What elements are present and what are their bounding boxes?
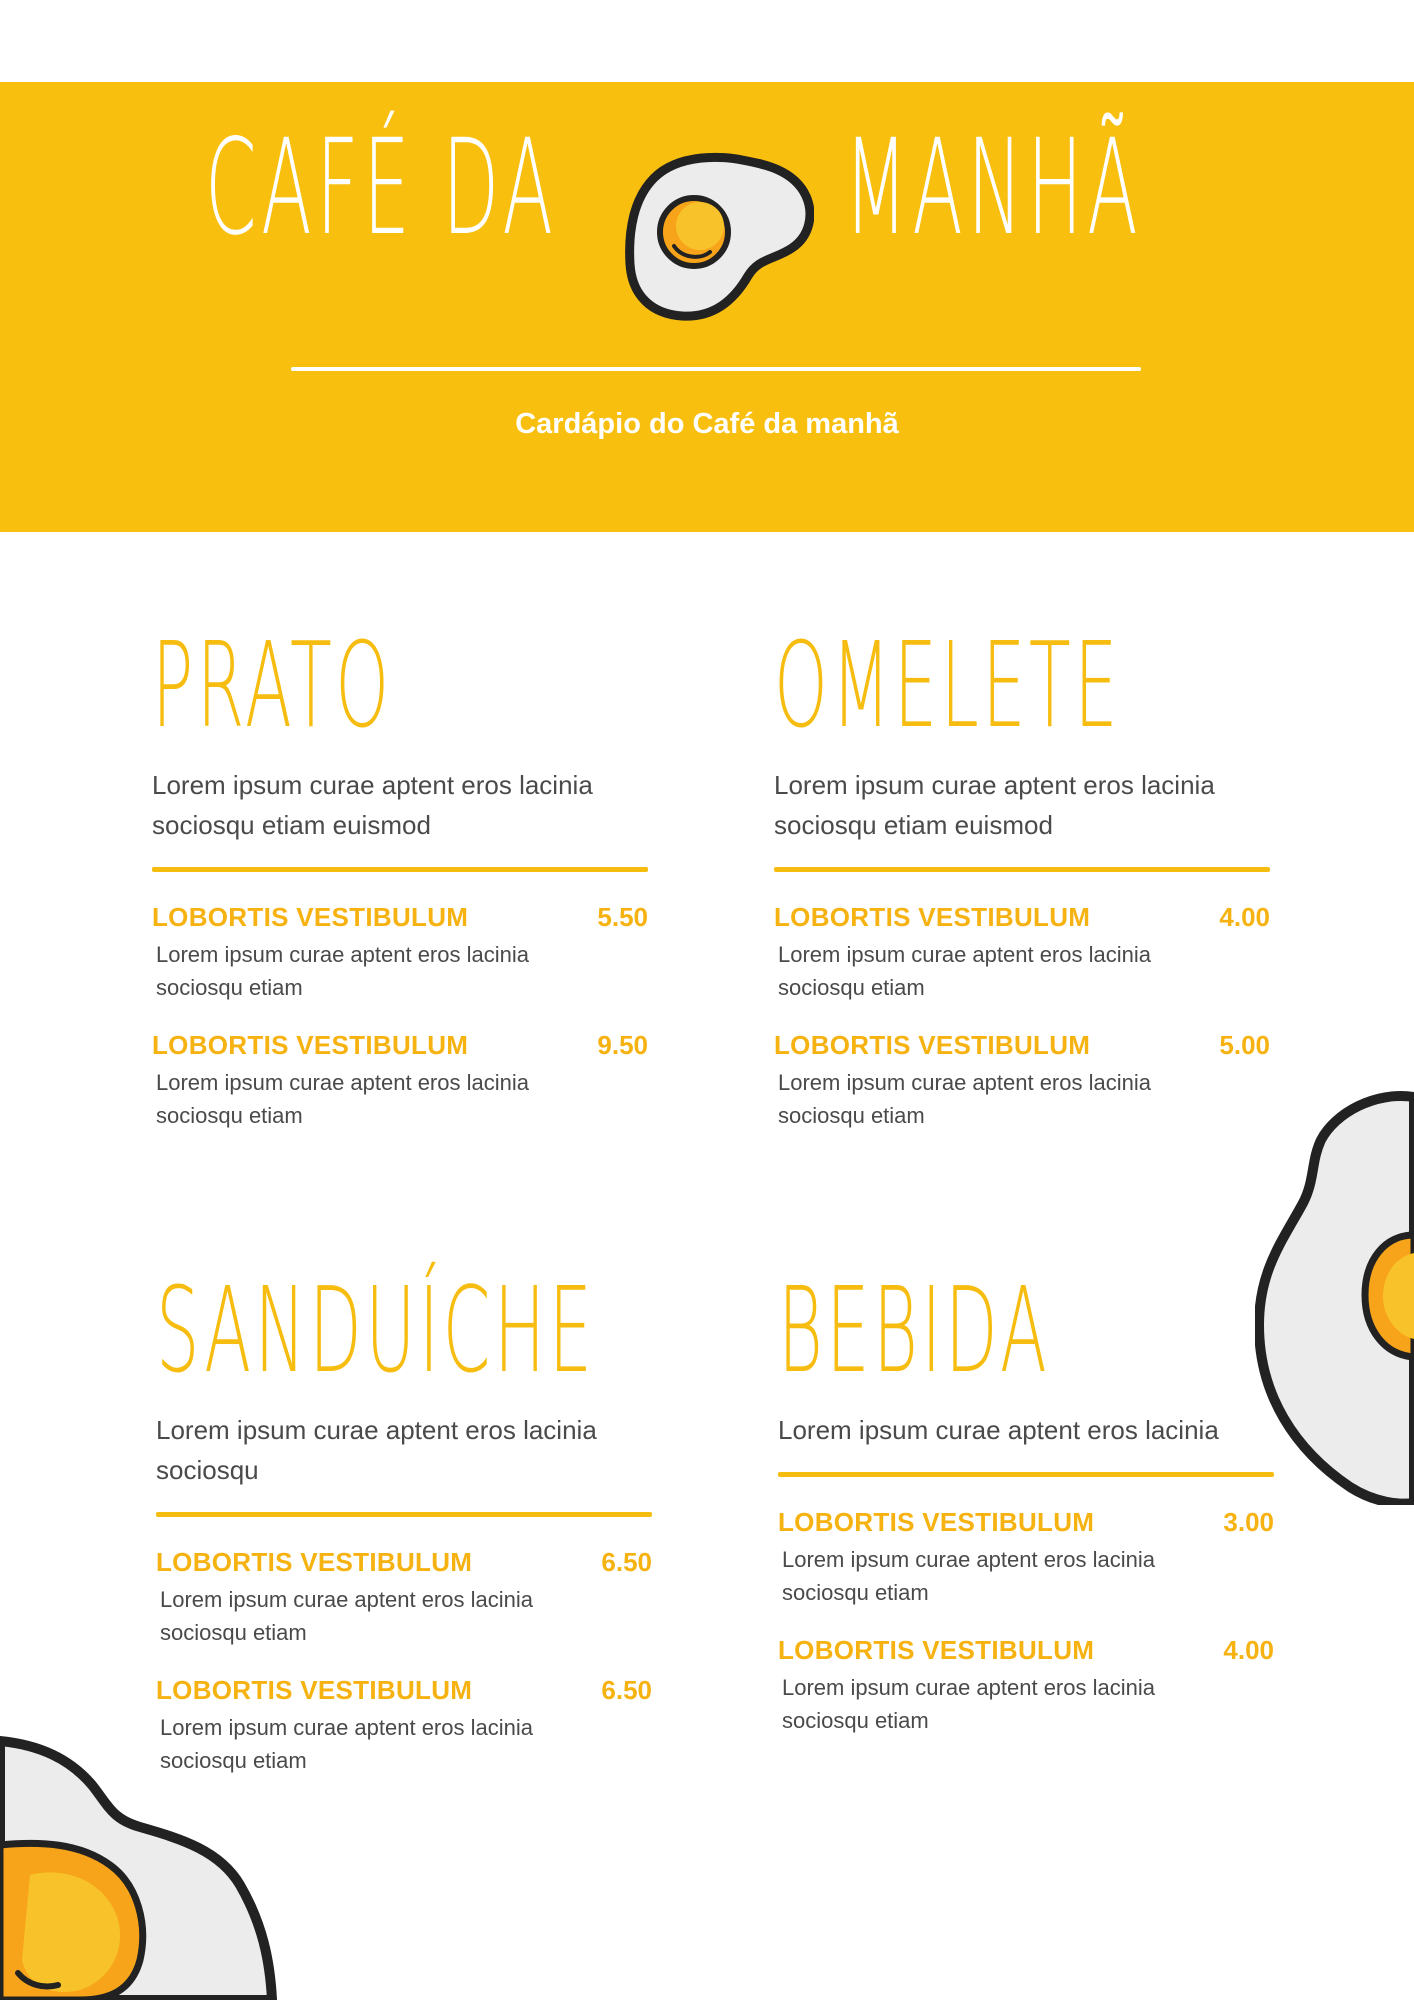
section-title: BEBIDA [778, 1261, 1051, 1399]
item-description: Lorem ipsum curae aptent eros lacinia sociosqu etiam [160, 1715, 533, 1773]
section-divider [152, 867, 648, 872]
menu-title-left: CAFÉ DA [205, 111, 558, 265]
fried-egg-icon [1255, 1085, 1414, 1505]
item-description: Lorem ipsum curae aptent eros lacinia sociosqu etiam [782, 1547, 1155, 1605]
section-prato [152, 605, 652, 1132]
item-description: Lorem ipsum curae aptent eros lacinia sociosqu etiam [778, 942, 1151, 1000]
item-price: 4.00 [1223, 1635, 1274, 1665]
item-name: LOBORTIS VESTIBULUM [152, 902, 469, 932]
title-divider [291, 367, 1141, 371]
item-name: LOBORTIS VESTIBULUM [778, 1507, 1095, 1537]
section-omelete [774, 605, 1274, 1132]
item-name: LOBORTIS VESTIBULUM [152, 1030, 469, 1060]
item-price: 6.50 [601, 1675, 652, 1705]
section-title: SANDUÍCHE [156, 1261, 596, 1399]
item-price: 3.00 [1223, 1507, 1274, 1537]
item-description: Lorem ipsum curae aptent eros lacinia sociosqu etiam [156, 1070, 529, 1128]
menu-title-right: MANHÃ [844, 111, 1143, 265]
item-description: Lorem ipsum curae aptent eros lacinia sociosqu etiam [778, 1070, 1151, 1128]
item-price: 6.50 [601, 1547, 652, 1577]
decorative-egg-right [1255, 1085, 1414, 1505]
item-name: LOBORTIS VESTIBULUM [156, 1675, 473, 1705]
section-divider [778, 1472, 1274, 1477]
section-title: PRATO [152, 616, 393, 754]
fried-egg-icon [624, 148, 814, 324]
item-description: Lorem ipsum curae aptent eros lacinia sociosqu etiam [160, 1587, 533, 1645]
item-name: LOBORTIS VESTIBULUM [778, 1635, 1095, 1665]
item-price: 9.50 [597, 1030, 648, 1060]
menu-item [774, 902, 1274, 1004]
section-title: OMELETE [774, 616, 1121, 754]
item-price: 5.00 [1219, 1030, 1270, 1060]
menu-item [152, 1030, 652, 1132]
item-name: LOBORTIS VESTIBULUM [156, 1547, 473, 1577]
section-description: Lorem ipsum curae aptent eros lacinia [778, 1415, 1219, 1445]
section-divider [156, 1512, 652, 1517]
item-name: LOBORTIS VESTIBULUM [774, 1030, 1091, 1060]
menu-item [774, 1030, 1274, 1132]
item-name: LOBORTIS VESTIBULUM [774, 902, 1091, 932]
item-price: 4.00 [1219, 902, 1270, 932]
item-description: Lorem ipsum curae aptent eros lacinia sociosqu etiam [782, 1675, 1155, 1733]
item-price: 5.50 [597, 902, 648, 932]
menu-item [156, 1547, 656, 1649]
fried-egg-icon [0, 1735, 290, 2000]
section-sanduiche [156, 1250, 656, 1777]
decorative-egg-left [0, 1735, 290, 2000]
section-description: Lorem ipsum curae aptent eros lacinia sociosqu etiam euismod [774, 770, 1215, 840]
section-divider [774, 867, 1270, 872]
menu-item [778, 1635, 1278, 1737]
menu-item [778, 1507, 1278, 1609]
menu-item [152, 902, 652, 1004]
item-description: Lorem ipsum curae aptent eros lacinia sociosqu etiam [156, 942, 529, 1000]
section-description: Lorem ipsum curae aptent eros lacinia sociosqu [156, 1415, 597, 1485]
menu-subtitle: Cardápio do Café da manhã [515, 408, 899, 440]
section-description: Lorem ipsum curae aptent eros lacinia sociosqu etiam euismod [152, 770, 593, 840]
section-bebida [778, 1250, 1278, 1737]
